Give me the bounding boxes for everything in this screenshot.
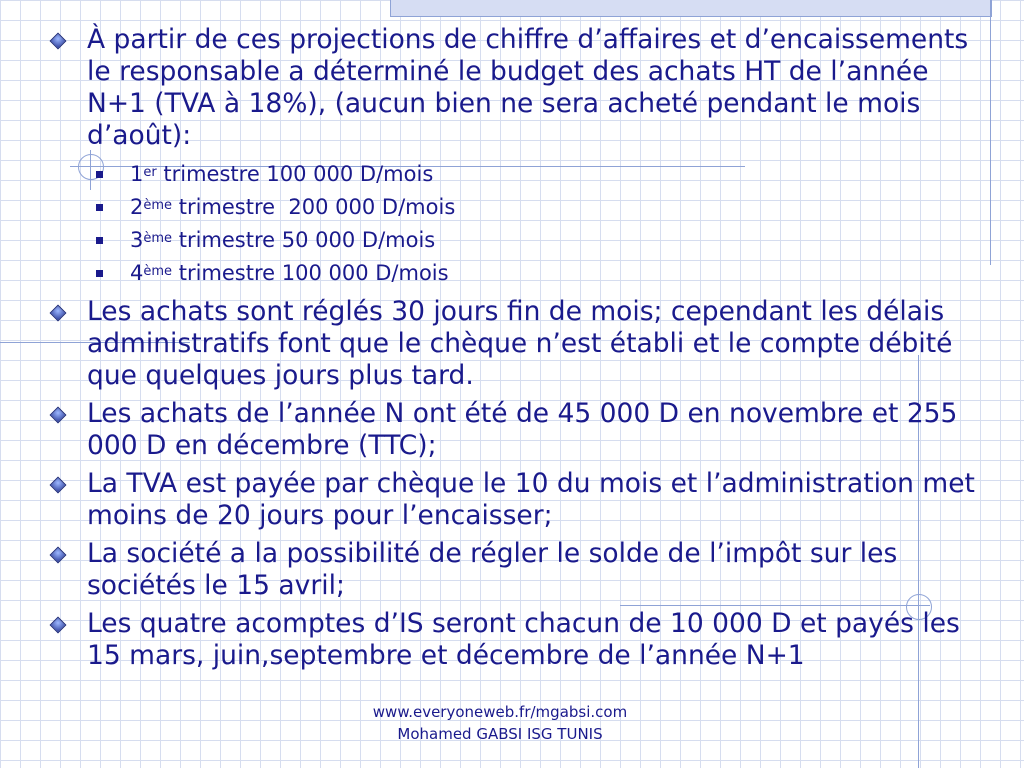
sub-list-item	[94, 257, 980, 290]
bullet-text: Les achats sont réglés 30 jours fin de mois; cependant les délais administratifs font que le chèque n’est établi et le compte débité que quelques jours plus tard.	[87, 296, 953, 391]
sub-item-text: trimestre 50 000 D/mois	[172, 228, 436, 252]
sub-item-suffix: ème	[143, 264, 173, 279]
square-bullet-icon	[96, 270, 103, 277]
diamond-bullet-icon	[50, 617, 64, 631]
bullet-text: Les achats de l’année N ont été de 45 000 D en novembre et 255 000 D en décembre (TTC);	[87, 398, 958, 461]
slide-content	[50, 24, 980, 678]
diamond-bullet-icon	[50, 33, 64, 47]
sub-list	[94, 158, 980, 290]
sub-item-text: trimestre 100 000 D/mois	[172, 261, 449, 285]
diamond-bullet-icon	[50, 305, 64, 319]
square-bullet-icon	[96, 204, 103, 211]
sub-item-suffix: ème	[143, 231, 173, 246]
sub-item-text: trimestre 100 000 D/mois	[156, 162, 434, 186]
diamond-bullet-icon	[50, 407, 64, 421]
decor-line-v-right	[990, 0, 991, 265]
footer-author: Mohamed GABSI ISG TUNIS	[397, 725, 603, 743]
bullet-item	[50, 296, 980, 392]
sub-list-item	[94, 191, 980, 224]
sub-item-suffix: ème	[143, 198, 173, 213]
sub-list-item	[94, 224, 980, 257]
sub-item-suffix: er	[143, 165, 157, 180]
bullet-item	[50, 538, 980, 602]
sub-item-number: 3	[130, 228, 144, 252]
bullet-text: À partir de ces projections de chiffre d’affaires et d’encaissements le responsable a déterminé le budget des achats HT de l’année N+1 (TVA à 18%), (aucun bien ne sera acheté pendant le mois d’août):	[87, 24, 969, 151]
footer-url: www.everyoneweb.fr/mgabsi.com	[372, 703, 628, 721]
bullet-item	[50, 398, 980, 462]
diamond-bullet-icon	[50, 547, 64, 561]
sub-list-item	[94, 158, 980, 191]
bullet-text: La TVA est payée par chèque le 10 du mois et l’administration met moins de 20 jours pour l’encaisser;	[87, 468, 975, 531]
sub-item-number: 4	[130, 261, 144, 285]
square-bullet-icon	[96, 237, 103, 244]
bullet-text: La société a la possibilité de régler le solde de l’impôt sur les sociétés le 15 avril;	[87, 538, 898, 601]
diamond-bullet-icon	[50, 477, 64, 491]
bullet-text: Les quatre acomptes d’IS seront chacun de 10 000 D et payés les 15 mars, juin,septembre et décembre de l’année N+1	[87, 608, 960, 671]
header-decoration-bar	[390, 0, 992, 17]
bullet-item	[50, 24, 980, 152]
bullet-item	[50, 608, 980, 672]
sub-item-number: 2	[130, 195, 144, 219]
sub-item-text: trimestre 200 000 D/mois	[172, 195, 456, 219]
square-bullet-icon	[96, 171, 103, 178]
sub-item-number: 1	[130, 162, 144, 186]
bullet-item	[50, 468, 980, 532]
